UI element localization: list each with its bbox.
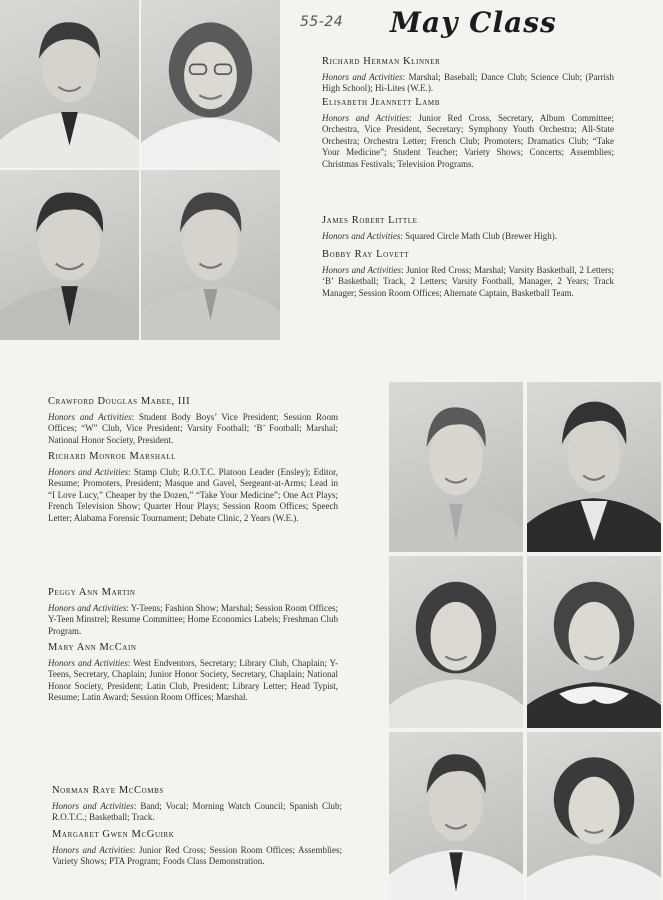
- portrait-mcguirk: [527, 732, 661, 900]
- portrait-image: [0, 170, 139, 340]
- activities-text: Marshal; Baseball; Dance Club; Science Club; (Parrish High School); Hi-Lites (W.E.).: [322, 71, 614, 94]
- student-name: Margaret Gwen McGuirk: [52, 829, 175, 840]
- activities-text: Band; Vocal; Morning Watch Council; Spanish Club; R.O.T.C.; Basketball; Track.: [52, 800, 343, 823]
- activities-label: Honors and Activities: [48, 466, 129, 477]
- student-name: Mary Ann McCain: [48, 642, 137, 653]
- portrait-klinner: [0, 0, 139, 168]
- portrait-mccombs: [389, 732, 523, 900]
- portrait-image: [141, 0, 280, 168]
- activities-text: Squared Circle Math Club (Brewer High).: [405, 230, 558, 241]
- portrait-little: [0, 170, 139, 340]
- portrait-lovett: [141, 170, 280, 340]
- portrait-image: [389, 556, 523, 728]
- student-name: Crawford Douglas Mabee, III: [48, 396, 191, 407]
- portrait-image: [141, 170, 280, 340]
- activities-label: Honors and Activities: [322, 71, 403, 82]
- activities-label: Honors and Activities: [48, 657, 128, 668]
- activities-label: Honors and Activities: [52, 800, 134, 811]
- activities-text: Y-Teens; Fashion Show; Marshal; Session Room Offices; Y-Teen Minstrel; Resume Committee; Home Economics Labels; Freshman Club Program.: [48, 602, 338, 636]
- student-name: Richard Herman Klinner: [322, 56, 441, 67]
- student-activities: Honors and Activities: Junior Red Cross, Secretary, Album Committee; Orchestra, Vice President, Secretary; Symphony Youth Orchestra; All-State Orchestra; Orchestra Letter; French Club; Promoters; Dramatics Club; “Take Your Medicine”; Student Teacher; Variety Shows; Concerts; Assemblies; Christmas Festivals; Television Programs.: [322, 112, 614, 169]
- student-name: Richard Monroe Marshall: [48, 451, 176, 462]
- student-name: Elisabeth Jeannett Lamb: [322, 97, 441, 108]
- student-name: Bobby Ray Lovett: [322, 249, 410, 260]
- student-activities: Honors and Activities: Band; Vocal; Morning Watch Council; Spanish Club; R.O.T.C.; Basketball; Track.: [52, 800, 343, 823]
- student-activities: Honors and Activities: Junior Red Cross; Session Room Offices; Assemblies; Variety Shows; PTA Program; Foods Class Demonstration.: [52, 844, 342, 867]
- portrait-mccain: [527, 556, 661, 728]
- activities-text: West Endventors, Secretary; Library Club, Chaplain; Y-Teens, Secretary, Chaplain; Junior Honor Society, Secretary, Chaplain; National Honor Society, President; Latin Club, President; Library Letter; Head Typist, Resume; Latin Award; Session Room Offices; Marshal.: [48, 657, 338, 703]
- student-activities: Honors and Activities: Marshal; Baseball; Dance Club; Science Club; (Parrish High School); Hi-Lites (W.E.).: [322, 71, 614, 94]
- student-entry: [48, 642, 338, 704]
- portrait-image: [527, 382, 661, 552]
- activities-text: Junior Red Cross; Session Room Offices; Assemblies; Variety Shows; PTA Program; Foods Class Demonstration.: [52, 844, 342, 867]
- portrait-martin: [389, 556, 523, 728]
- portrait-marshall: [527, 382, 661, 552]
- activities-text: Stamp Club; R.O.T.C. Platoon Leader (Ensley); Editor, Resume; Promoters, President; Masque and Gavel, Sergeant-at-Arms; Lead in “I Love Lucy,” Cheaper by the Dozen,” “Take Your Medicine”; One Act Plays; French Television Show; Quarter Hour Plays; Session Room Offices; Speech Letter; Alabama Forensic Tournament; Debate Clinic, 2 Years (W.E.).: [48, 466, 338, 523]
- student-name: Norman Raye McCombs: [52, 785, 164, 796]
- portrait-image: [389, 732, 523, 900]
- student-entry: [48, 396, 338, 446]
- portrait-image: [527, 556, 661, 728]
- student-name: Peggy Ann Martin: [48, 587, 136, 598]
- portrait-image: [0, 0, 139, 168]
- student-entry: [48, 587, 338, 637]
- student-activities: Honors and Activities: Student Body Boys’ Vice President; Session Room Offices; “W” Club, Vice President; Varsity Football; ‘B’ Football; Marshal; National Honor Society, President.: [48, 411, 338, 445]
- student-activities: Honors and Activities: Y-Teens; Fashion Show; Marshal; Session Room Offices; Y-Teen Minstrel; Resume Committee; Home Economics Labels; Freshman Club Program.: [48, 602, 338, 636]
- activities-label: Honors and Activities: [48, 602, 127, 613]
- student-entry: [52, 785, 342, 824]
- student-entry: [48, 451, 338, 525]
- portrait-image: [389, 382, 523, 552]
- handwritten-page-note: 55-24: [300, 14, 344, 30]
- student-activities: Honors and Activities: Junior Red Cross; Marshal; Varsity Basketball, 2 Letters; ‘B’ Basketball; Track, 2 Letters; Varsity Football, Manager, 2 Years; Track Manager; Session Room Offices; Alternate Captain, Basketball Team.: [322, 264, 614, 298]
- activities-text: Junior Red Cross, Secretary, Album Committee; Orchestra, Vice President, Secretary; Symphony Youth Orchestra; All-State Orchestra; Orchestra Letter; French Club; Promoters; Dramatics Club; “Take Your Medicine”; Student Teacher; Variety Shows; Concerts; Assemblies; Christmas Festivals; Television Programs.: [322, 112, 614, 169]
- student-entry: [322, 215, 614, 242]
- portrait-lamb: [141, 0, 280, 168]
- activities-label: Honors and Activities: [48, 411, 132, 422]
- student-entry: [52, 829, 342, 868]
- activities-label: Honors and Activities: [52, 844, 133, 855]
- activities-label: Honors and Activities: [322, 230, 401, 241]
- student-entry: [322, 56, 614, 95]
- student-entry: [322, 97, 614, 171]
- page-title: May Class: [390, 6, 557, 39]
- student-activities: Honors and Activities: Stamp Club; R.O.T.C. Platoon Leader (Ensley); Editor, Resume; Promoters, President; Masque and Gavel, Sergeant-at-Arms; Lead in “I Love Lucy,” Cheaper by the Dozen,” “Take Your Medicine”; One Act Plays; French Television Show; Quarter Hour Plays; Session Room Offices; Speech Letter; Alabama Forensic Tournament; Debate Clinic, 2 Years (W.E.).: [48, 466, 338, 523]
- student-entry: [322, 249, 614, 299]
- activities-text: Student Body Boys’ Vice President; Session Room Offices; “W” Club, Vice President; Varsity Football; ‘B’ Football; Marshal; National Honor Society, President.: [48, 411, 338, 445]
- portrait-image: [527, 732, 661, 900]
- portrait-mabee: [389, 382, 523, 552]
- activities-label: Honors and Activities: [322, 264, 402, 275]
- student-activities: Honors and Activities: West Endventors, Secretary; Library Club, Chaplain; Y-Teens, Secretary, Chaplain; Junior Honor Society, Secretary, Chaplain; National Honor Society, President; Latin Club, President; Library Letter; Head Typist, Resume; Latin Award; Session Room Offices; Marshal.: [48, 657, 338, 703]
- activities-text: Junior Red Cross; Marshal; Varsity Basketball, 2 Letters; ‘B’ Basketball; Track, 2 Letters; Varsity Football, Manager, 2 Years; Track Manager; Session Room Offices; Alternate Captain, Basketball Team.: [322, 264, 614, 298]
- student-name: James Robert Little: [322, 215, 418, 226]
- activities-label: Honors and Activities: [322, 112, 410, 123]
- student-activities: Honors and Activities: Squared Circle Math Club (Brewer High).: [322, 230, 558, 241]
